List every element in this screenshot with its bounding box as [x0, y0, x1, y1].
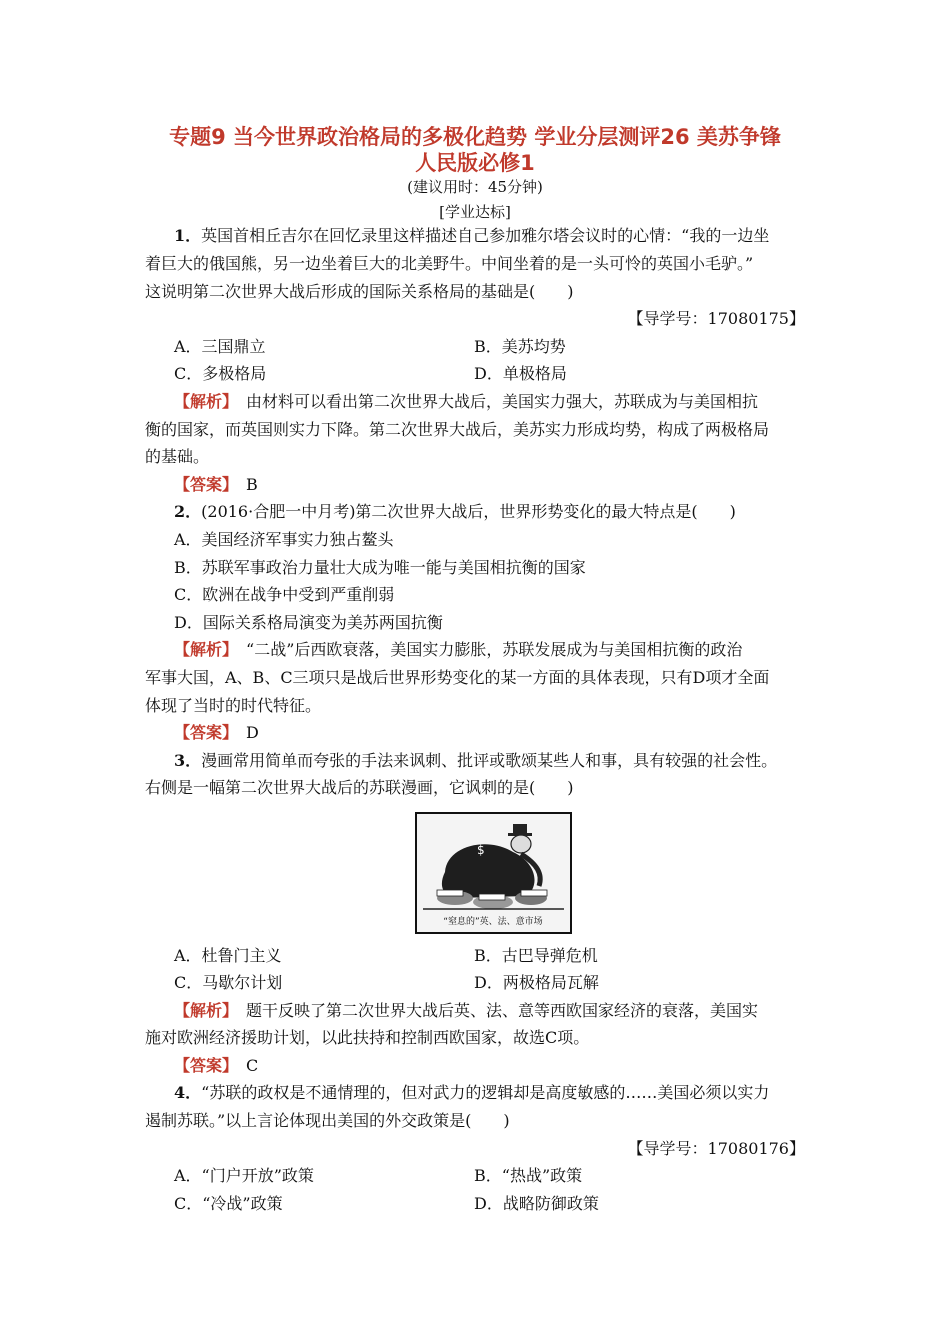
svg-text:$: $	[477, 843, 485, 857]
q1-stem-line3: 这说明第二次世界大战后形成的国际关系格局的基础是( )	[145, 282, 574, 301]
q2-stem: 2．(2016·合肥一中月考)第二次世界大战后，世界形势变化的最大特点是( )	[174, 502, 736, 521]
q3-stem-line2: 右侧是一幅第二次世界大战后的苏联漫画，它讽刺的是( )	[145, 778, 574, 797]
page-title: 专题9 当今世界政治格局的多极化趋势 学业分层测评26 美苏争锋	[169, 125, 781, 149]
q3-option-a: A．杜鲁门主义	[174, 946, 282, 965]
q3-analysis-line2: 施对欧洲经济援助计划，以此扶持和控制西欧国家，故选C项。	[145, 1028, 590, 1047]
soviet-cartoon-image	[415, 812, 572, 934]
q3-option-c: C．马歇尔计划	[174, 973, 283, 992]
q2-option-d: D．国际关系格局演变为美苏两国抗衡	[174, 613, 443, 632]
q3-answer: 【答案】 C	[174, 1056, 259, 1075]
q4-option-d: D．战略防御政策	[474, 1194, 599, 1213]
suggested-time: (建议用时：45分钟)	[407, 178, 543, 196]
q2-answer: 【答案】 D	[174, 723, 259, 742]
q2-analysis-line2: 军事大国，A、B、C三项只是战后世界形势变化的某一方面的具体表现，只有D项才全面	[145, 668, 770, 687]
q1-analysis-line2: 衡的国家，而英国则实力下降。第二次世界大战后，美苏实力形成均势，构成了两极格局	[145, 420, 770, 439]
q2-option-a: A．美国经济军事实力独占鳌头	[174, 530, 394, 549]
q4-stem-line2: 遏制苏联。”以上言论体现出美国的外交政策是( )	[145, 1111, 510, 1130]
q2-option-b: B．苏联军事政治力量壮大成为唯一能与美国相抗衡的国家	[174, 558, 586, 577]
q3-option-d: D．两极格局瓦解	[474, 973, 599, 992]
q1-stem-line2: 着巨大的俄国熊，另一边坐着巨大的北美野牛。中间坐着的是一头可怜的英国小毛驴。”	[145, 254, 754, 273]
q1-option-c: C．多极格局	[174, 364, 267, 383]
q1-option-b: B．美苏均势	[474, 337, 566, 356]
q3-analysis-line1: 【解析】 题干反映了第二次世界大战后英、法、意等西欧国家经济的衰落，美国实	[174, 1001, 759, 1020]
cartoon-drawing	[417, 814, 570, 932]
q1-option-d: D．单极格局	[474, 364, 567, 383]
q1-answer: 【答案】 B	[174, 475, 258, 494]
q4-option-b: B．“热战”政策	[474, 1166, 583, 1185]
q4-guide-number: 【导学号：17080176】	[627, 1139, 805, 1158]
q2-analysis-line1: 【解析】 “二战”后西欧衰落，美国实力膨胀，苏联发展成为与美国相抗衡的政治	[174, 640, 743, 659]
section-heading: [学业达标]	[439, 203, 511, 221]
q4-stem-line1: 4．“苏联的政权是不通情理的，但对武力的逻辑却是高度敏感的……美国必须以实力	[174, 1083, 770, 1102]
q1-guide-number: 【导学号：17080175】	[627, 309, 805, 328]
q1-stem-line1: 1．英国首相丘吉尔在回忆录里这样描述自己参加雅尔塔会议时的心情：“我的一边坐	[174, 226, 770, 245]
q4-option-c: C．“冷战”政策	[174, 1194, 283, 1213]
q1-analysis-line1: 【解析】 由材料可以看出第二次世界大战后，美国实力强大，苏联成为与美国相抗	[174, 392, 759, 411]
q2-analysis-line3: 体现了当时的时代特征。	[145, 696, 322, 715]
q4-option-a: A．“门户开放”政策	[174, 1166, 314, 1185]
q3-stem-line1: 3．漫画常用简单而夸张的手法来讽刺、批评或歌颂某些人和事，具有较强的社会性。	[174, 751, 778, 770]
q3-option-b: B．古巴导弹危机	[474, 946, 598, 965]
page-title-line2: 人民版必修1	[415, 151, 535, 175]
q1-analysis-line3: 的基础。	[145, 447, 210, 466]
cartoon-caption: “窒息的”英、法、意市场	[443, 917, 543, 927]
q1-option-a: A．三国鼎立	[174, 337, 266, 356]
q2-option-c: C．欧洲在战争中受到严重削弱	[174, 585, 395, 604]
